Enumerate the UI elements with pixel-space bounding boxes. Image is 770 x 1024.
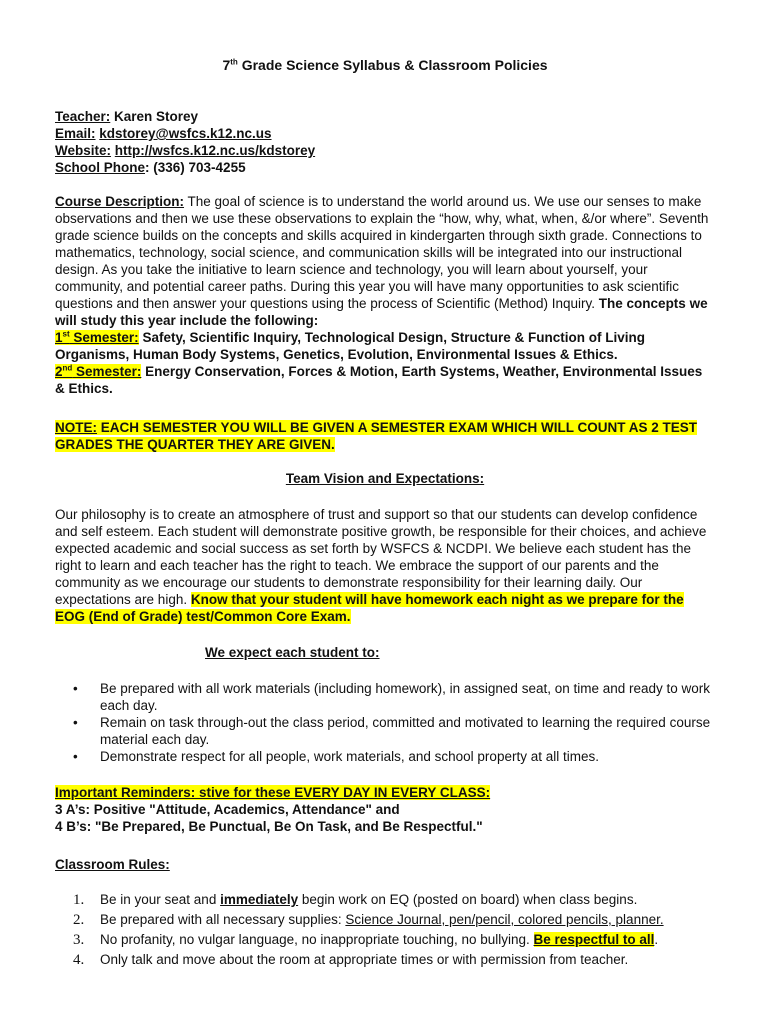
- note-block: [55, 419, 715, 453]
- list-item: [55, 714, 715, 748]
- expect-item-text: Be prepared with all work materials (including homework), in assigned seat, on time and ready to work each day.: [100, 681, 711, 713]
- bullet-icon: •: [73, 749, 78, 764]
- expect-heading: We expect each student to:: [205, 645, 380, 660]
- list-item: [55, 680, 715, 714]
- course-description: [55, 193, 715, 397]
- course-text: The goal of science is to understand the world around us. We use our senses to make observations and then we use these observations to explain the “how, why, what, when, &/or where”. Seventh grade science builds on the concepts and skills acquired in kindergarten through sixth grade. Connections to mathematics, technology, social science, and communication skills will be integrated into our instructional design. As you take the initiative to learn science and technology, you will learn about yourself, your community, and potential career paths. During this year you will have many opportunities to ask scientific questions and then answer your questions using the process of Scientific (Method) Inquiry.: [55, 194, 709, 311]
- teacher-name: Karen Storey: [110, 109, 199, 124]
- sem2-label: [55, 364, 141, 379]
- phone-number: : (336) 703-4255: [145, 160, 246, 175]
- sem1-sup: st: [62, 329, 70, 339]
- website-link[interactable]: http://wsfcs.k12.nc.us/kdstorey: [114, 143, 316, 158]
- list-item: [55, 890, 735, 910]
- teacher-label: Teacher:: [55, 109, 111, 124]
- rule-number: 3.: [73, 932, 85, 948]
- reminder-line-b: 4 B’s: "Be Prepared, Be Punctual, Be On Task, and Be Respectful.": [55, 819, 483, 834]
- bullet-icon: •: [73, 681, 78, 696]
- teacher-line: [55, 108, 315, 125]
- sem2-num: 2: [55, 364, 63, 379]
- rule-text: Only talk and move about the room at appropriate times or with permission from teacher.: [100, 952, 629, 967]
- concepts-intro: The concepts we will study this year include the following:: [55, 296, 708, 328]
- team-heading: Team Vision and Expectations:: [285, 471, 485, 486]
- email-line: [55, 125, 315, 142]
- title-text: Grade Science Syllabus & Classroom Policies: [237, 57, 548, 73]
- title-sup: th: [230, 57, 238, 67]
- rule-text: .: [654, 932, 659, 947]
- expect-list: [55, 680, 715, 765]
- rule-number: 1.: [73, 892, 85, 908]
- rule-emphasis: immediately: [220, 892, 299, 907]
- sem2-text: Energy Conservation, Forces & Motion, Earth Systems, Weather, Environmental Issues & Ethics.: [55, 364, 703, 396]
- list-item: [55, 748, 715, 765]
- expect-item-text: Demonstrate respect for all people, work materials, and school property at all times.: [100, 749, 599, 764]
- homework-highlight: Know that your student will have homework each night as we prepare for the EOG (End of Grade) test/Common Core Exam.: [55, 592, 684, 624]
- team-paragraph: [55, 506, 715, 625]
- website-label: Website:: [55, 143, 112, 158]
- sem2-label-text: Semester:: [72, 364, 142, 379]
- reminders-block: [55, 784, 715, 835]
- email-link[interactable]: kdstorey@wsfcs.k12.nc.us: [99, 126, 272, 141]
- phone-label: School Phone: [55, 160, 146, 175]
- bullet-icon: •: [73, 715, 78, 730]
- rule-number: 4.: [73, 952, 85, 968]
- expect-item-text: Remain on task through-out the class period, committed and motivated to learning the required course material each day.: [100, 715, 711, 747]
- sem1-label: [55, 330, 139, 345]
- rule-number: 2.: [73, 912, 85, 928]
- list-item: [55, 910, 735, 930]
- sem2-sup: nd: [62, 363, 73, 373]
- phone-line: [55, 159, 315, 176]
- note-label: NOTE:: [55, 420, 97, 435]
- course-label: Course Description:: [55, 194, 185, 209]
- note-text: EACH SEMESTER YOU WILL BE GIVEN A SEMESTER EXAM WHICH WILL COUNT AS 2 TEST GRADES THE QUARTER THEY ARE GIVEN.: [55, 420, 698, 452]
- reminder-line-a: 3 A’s: Positive "Attitude, Academics, Attendance" and: [55, 802, 400, 817]
- reminders-heading-text: Important Reminders: stive for these EVERY DAY IN EVERY CLASS:: [55, 785, 491, 800]
- website-line: [55, 142, 315, 159]
- rule-text: Be prepared with all necessary supplies:: [100, 912, 346, 927]
- sem1-label-text: Semester:: [69, 330, 139, 345]
- list-item: [55, 930, 735, 950]
- title-grade: 7: [222, 57, 231, 73]
- rules-heading: Classroom Rules:: [55, 857, 170, 872]
- rule-supplies: Science Journal, pen/pencil, colored pencils, planner.: [345, 912, 664, 927]
- sem1-num: 1: [55, 330, 63, 345]
- email-label: Email:: [55, 126, 96, 141]
- reminders-heading: [55, 784, 715, 801]
- contact-block: [55, 108, 315, 176]
- list-item: [55, 950, 735, 970]
- rules-list: [55, 890, 735, 970]
- rule-text: Be in your seat and: [100, 892, 221, 907]
- rule-highlight: Be respectful to all: [533, 932, 655, 947]
- rule-text: begin work on EQ (posted on board) when class begins.: [298, 892, 638, 907]
- team-text: Our philosophy is to create an atmosphere of trust and support so that our students can develop confidence and self esteem. Each student will demonstrate positive growth, be responsible for their choices, and achieve expected academic and social success as set forth by WSFCS & NCDPI. We believe each student has the right to learn and each teacher has the right to teach. We embrace the support of our parents and the community as we encourage our students to demonstrate responsibility for their learning daily. Our expectations are high.: [55, 507, 707, 607]
- rule-text: No profanity, no vulgar language, no inappropriate touching, no bullying.: [100, 932, 534, 947]
- sem1-text: Safety, Scientific Inquiry, Technological Design, Structure & Function of Living Organisms, Human Body Systems, Genetics, Evolution, Environmental Issues & Ethics.: [55, 330, 645, 362]
- page-title: [0, 57, 770, 73]
